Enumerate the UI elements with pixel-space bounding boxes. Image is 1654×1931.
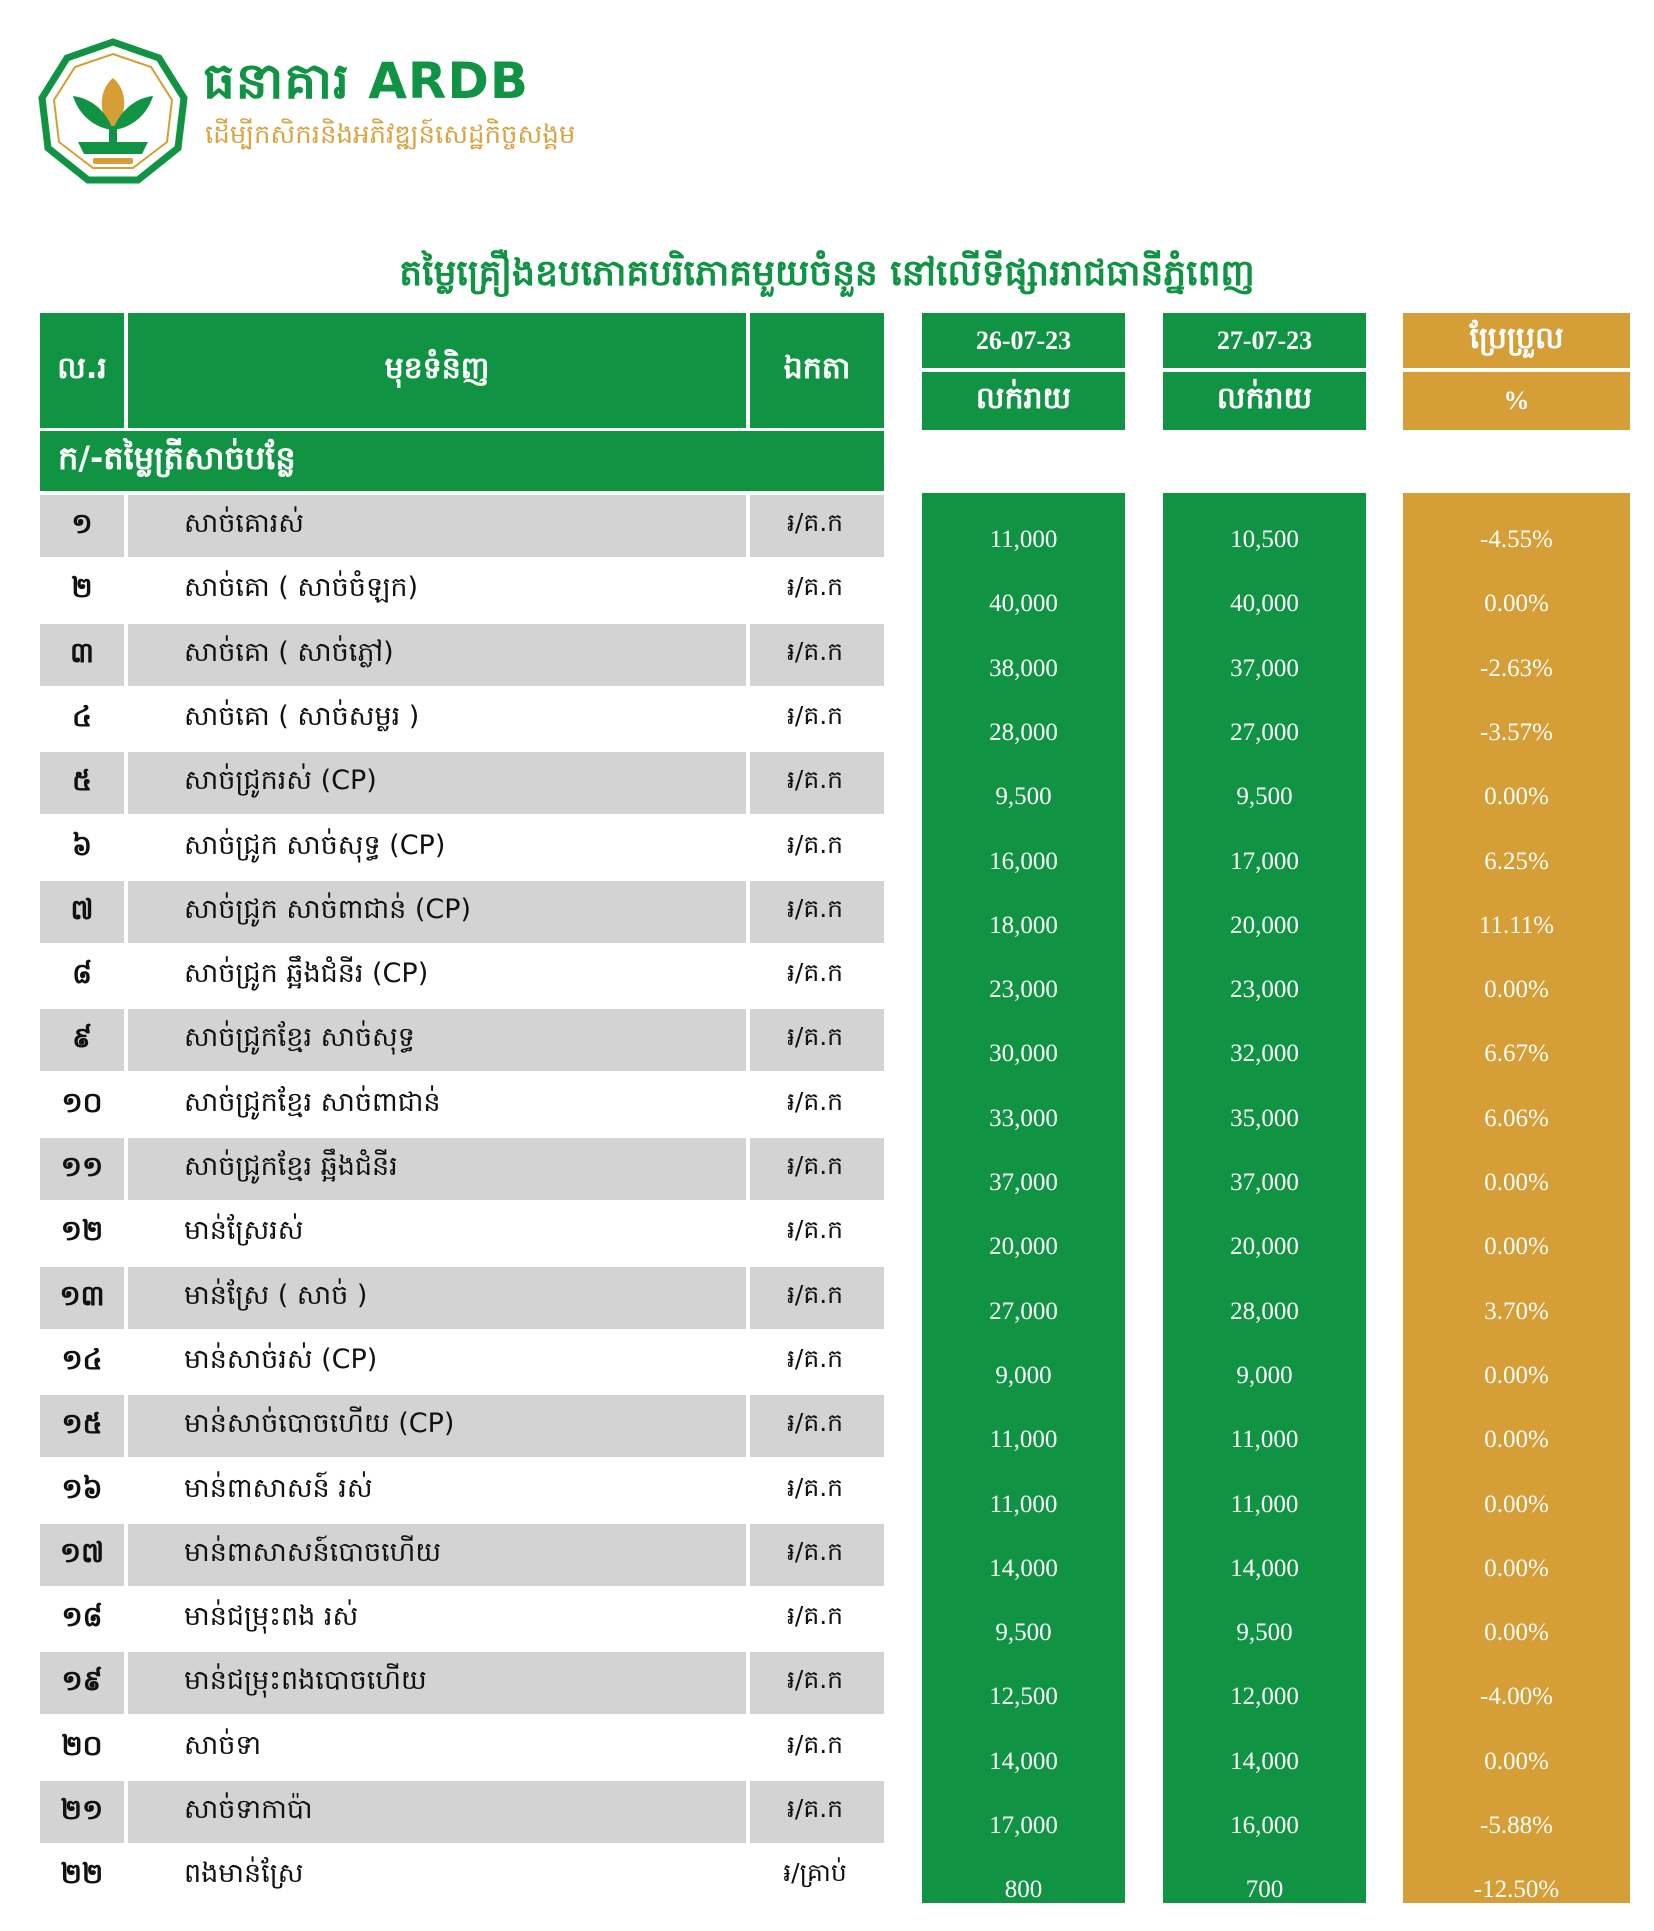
price-date2: 9,000 [1236,1362,1293,1389]
unit: ៛/គ.ក [786,765,844,794]
row-number: ៧ [70,892,94,926]
unit: ៛/គ.ក [786,1280,844,1309]
row-number: ១៥ [61,1406,103,1440]
column-divider [124,1717,128,1779]
unit: ៛/គ.ក [786,508,844,537]
price-date2: 37,000 [1230,655,1299,682]
header-retail2-label: លក់រាយ [1216,381,1313,416]
price-date2: 9,500 [1236,783,1293,810]
price-date1: 9,000 [995,1362,1052,1389]
price-change: 0.00% [1484,1555,1549,1582]
product-name: សាច់ទាកាប៉ា [184,1793,313,1825]
product-name: សាច់ជ្រូកខ្មែរ ឆ្អឹងជំនីរ [184,1150,398,1182]
price-date1: 20,000 [989,1233,1058,1260]
unit: ៛/គ.ក [786,1730,844,1759]
product-name: មាន់សាច់បោចហើយ (CP) [184,1407,455,1439]
price-date1: 18,000 [989,912,1058,939]
table-row [40,1717,884,1779]
price-change: 11.11% [1478,912,1555,939]
table-row [40,1781,884,1843]
column-divider [124,817,128,879]
unit: ៛/គ.ក [786,1665,844,1694]
column-divider [124,1138,128,1200]
price-date1: 11,000 [989,1426,1058,1453]
price-change: 3.70% [1484,1298,1549,1325]
column-divider [124,1588,128,1650]
table-row [40,624,884,686]
table-row [40,1074,884,1136]
table-row [40,495,884,557]
price-date2: 32,000 [1230,1040,1299,1067]
product-name: សាច់ទា [184,1729,262,1761]
unit: ៛/គ.ក [786,894,844,923]
price-change: 0.00% [1484,976,1549,1003]
unit: ៛/គ.ក [786,830,844,859]
product-name: សាច់គោ ( សាច់ចំឡក) [184,571,419,603]
row-number: ១៤ [61,1342,103,1376]
price-date1: 12,500 [989,1683,1058,1710]
price-change: 0.00% [1484,1491,1549,1518]
column-divider [746,1009,750,1071]
price-date2: 23,000 [1230,976,1299,1003]
price-date2: 40,000 [1230,590,1299,617]
product-name: មាន់ជម្រុះពង រស់ [184,1600,359,1632]
row-number: ១២ [60,1213,104,1247]
column-divider [746,688,750,750]
price-change: -3.57% [1480,719,1553,746]
column-divider [124,1395,128,1457]
column-divider [746,817,750,879]
column-divider [746,1395,750,1457]
price-change: -2.63% [1480,655,1553,682]
price-date1: 28,000 [989,719,1058,746]
column-divider [124,1652,128,1714]
price-date1: 14,000 [989,1555,1058,1582]
product-name: សាច់ជ្រូករស់ (CP) [184,764,377,796]
row-number: ១៧ [59,1535,105,1569]
unit: ៛/គ.ក [786,1794,844,1823]
price-date2: 28,000 [1230,1298,1299,1325]
product-name: សាច់ជ្រូក ឆ្អឹងជំនីរ (CP) [184,957,429,989]
table-row [40,1009,884,1071]
table-row [40,1524,884,1586]
row-number: ១០ [61,1085,103,1119]
product-name: មាន់ស្រែ ( សាច់ ) [184,1279,368,1311]
product-name: សាច់ជ្រូក សាច់សុទ្ធ (CP) [184,829,446,861]
column-divider [124,495,128,557]
price-change: 6.67% [1484,1040,1549,1067]
column-divider [746,559,750,621]
row-number: ៥ [72,763,92,797]
column-divider [746,1267,750,1329]
product-name: មាន់ពាសាសន៍បោចហើយ [184,1536,442,1568]
column-divider [746,1138,750,1200]
header-no-label: ល.រ [57,350,107,386]
column-divider [746,495,750,557]
header-product-label: មុខទំនិញ [384,350,490,386]
price-change: 0.00% [1484,590,1549,617]
price-change: -5.88% [1480,1812,1553,1839]
table-row [40,1331,884,1393]
price-date2: 16,000 [1230,1812,1299,1839]
header-date2-label: 27-07-23 [1216,325,1313,355]
price-change: 0.00% [1484,1233,1549,1260]
unit: ៛/គ.ក [786,1344,844,1373]
unit: ៛/គ.ក [786,1601,844,1630]
brand-name: ធនាគារ ARDB [203,52,530,110]
table-row [40,688,884,750]
price-date1: 17,000 [989,1812,1058,1839]
header-date1-label: 26-07-23 [975,325,1072,355]
price-date2: 10,500 [1230,526,1299,553]
row-number: ១៣ [59,1278,105,1312]
column-divider [124,1781,128,1843]
price-date1: 11,000 [989,1491,1058,1518]
table-row [40,1652,884,1714]
column-divider [124,1845,128,1907]
price-change: -4.00% [1480,1683,1553,1710]
column-divider [746,1717,750,1779]
row-number: ១៨ [61,1599,103,1633]
price-date2: 35,000 [1230,1105,1299,1132]
column-divider [124,752,128,814]
product-name: សាច់គោ ( សាច់សម្លរ ) [184,700,420,732]
row-number: ១៦ [61,1471,103,1505]
column-divider [746,1460,750,1522]
row-number: ២០ [61,1728,103,1762]
column-divider [124,624,128,686]
row-number: ៤ [72,699,92,733]
price-date2: 9,500 [1236,1619,1293,1646]
unit: ៛/គ.ក [786,1473,844,1502]
price-date1: 23,000 [989,976,1058,1003]
row-number: ២២ [60,1856,104,1890]
price-date1: 800 [1004,1876,1043,1903]
unit: ៛/គ.ក [786,1537,844,1566]
price-date1: 37,000 [989,1169,1058,1196]
column-divider [124,1331,128,1393]
price-date2: 20,000 [1230,1233,1299,1260]
price-date1: 27,000 [989,1298,1058,1325]
price-date1: 30,000 [989,1040,1058,1067]
column-divider [124,1524,128,1586]
header-unit-label: ឯកតា [783,350,851,386]
header-retail1-label: លក់រាយ [975,381,1072,416]
price-change: 0.00% [1484,1362,1549,1389]
product-name: មាន់សាច់រស់ (CP) [184,1343,378,1375]
price-date1: 11,000 [989,526,1058,553]
header-no [40,313,124,428]
price-date2: 12,000 [1230,1683,1299,1710]
product-name: មាន់ស្រែរស់ [184,1214,304,1246]
product-name: សាច់ជ្រូក សាច់ពាជាន់ (CP) [184,893,472,925]
row-number: ២ [71,570,93,604]
section-title: ក/-តម្លៃត្រីសាច់បន្លែ [40,431,884,491]
brand-tagline: ដើម្បីកសិករនិងអភិវឌ្ឍន៍សេដ្ឋកិច្ចសង្គម [205,120,576,150]
price-change: 6.06% [1484,1105,1549,1132]
column-divider [746,1331,750,1393]
unit: ៛/គ.ក [786,1087,844,1116]
row-number: ១ [71,506,93,540]
table-row [40,1267,884,1329]
price-date1: 14,000 [989,1748,1058,1775]
price-change: 0.00% [1484,1169,1549,1196]
header-date1 [922,313,1125,368]
header-change [1403,313,1630,368]
row-number: ១៩ [61,1663,103,1697]
price-change: 0.00% [1484,783,1549,810]
table-row [40,1460,884,1522]
ardb-logo-icon [38,38,188,188]
column-divider [746,1588,750,1650]
header-retail2 [1163,372,1366,430]
table-row [40,559,884,621]
price-change: 0.00% [1484,1748,1549,1775]
price-date2: 700 [1245,1876,1284,1903]
column-divider [746,1845,750,1907]
unit: ៛/គ្រាប់ [783,1858,847,1887]
product-name: សាច់ជ្រូកខ្មែរ សាច់ពាជាន់ [184,1086,441,1118]
price-date1: 9,500 [995,1619,1052,1646]
price-date2: 20,000 [1230,912,1299,939]
table-row [40,1138,884,1200]
column-divider [124,1202,128,1264]
column-divider [124,945,128,1007]
row-number: ២១ [60,1792,104,1826]
price-date1: 9,500 [995,783,1052,810]
header-unit [750,313,884,428]
price-date2: 11,000 [1230,1491,1299,1518]
header-retail1 [922,372,1125,430]
table-row [40,752,884,814]
column-divider [124,559,128,621]
row-number: ៨ [72,956,92,990]
product-name: មាន់ជម្រុះពងបោចហើយ [184,1664,427,1696]
column-divider [746,1524,750,1586]
header-date2 [1163,313,1366,368]
column-divider [124,1267,128,1329]
header-product [128,313,746,428]
product-name: ពងមាន់ស្រែ [184,1857,304,1889]
column-divider [124,1009,128,1071]
price-date1: 16,000 [989,848,1058,875]
row-number: ៦ [72,828,92,862]
column-divider [746,1074,750,1136]
unit: ៛/គ.ក [786,1151,844,1180]
column-divider [746,1202,750,1264]
price-date2: 37,000 [1230,1169,1299,1196]
price-date2: 11,000 [1230,1426,1299,1453]
table-row [40,1588,884,1650]
column-divider [746,624,750,686]
table-row [40,1845,884,1907]
price-date2: 17,000 [1230,848,1299,875]
unit: ៛/គ.ក [786,1022,844,1051]
unit: ៛/គ.ក [786,1408,844,1437]
unit: ៛/គ.ក [786,1215,844,1244]
unit: ៛/គ.ក [786,701,844,730]
header-percent [1403,372,1630,430]
header-percent-label: % [1503,386,1530,415]
row-number: ៣ [70,635,94,669]
price-date2: 14,000 [1230,1748,1299,1775]
price-change: -12.50% [1473,1876,1560,1903]
product-name: មាន់ពាសាសន៍ រស់ [184,1472,373,1504]
header-change-label: ប្រែប្រួល [1469,320,1564,356]
unit: ៛/គ.ក [786,958,844,987]
column-divider [746,752,750,814]
table-row [40,1395,884,1457]
column-divider [746,1781,750,1843]
unit: ៛/គ.ក [786,572,844,601]
column-divider [746,945,750,1007]
price-change: -4.55% [1480,526,1553,553]
table-row [40,881,884,943]
table-row [40,945,884,1007]
column-divider [124,1460,128,1522]
column-divider [124,881,128,943]
column-divider [124,688,128,750]
price-date1: 40,000 [989,590,1058,617]
table-row [40,817,884,879]
price-change: 0.00% [1484,1426,1549,1453]
column-divider [124,1074,128,1136]
unit: ៛/គ.ក [786,637,844,666]
product-name: សាច់ជ្រូកខ្មែរ សាច់សុទ្ធ [184,1021,415,1053]
price-change: 0.00% [1484,1619,1549,1646]
price-date2: 14,000 [1230,1555,1299,1582]
column-divider [746,881,750,943]
column-divider [746,1652,750,1714]
product-name: សាច់គោរស់ [184,507,304,539]
table-row [40,1202,884,1264]
page-title: តម្លៃគ្រឿងឧបភោគបរិភោគមួយចំនួន នៅលើទីផ្សាររាជធានីភ្នំពេញ [399,253,1255,294]
product-name: សាច់គោ ( សាច់ភ្លៅ) [184,636,394,668]
price-change: 6.25% [1484,848,1549,875]
row-number: ១១ [60,1149,104,1183]
price-date2: 27,000 [1230,719,1299,746]
row-number: ៩ [72,1020,92,1054]
price-date1: 38,000 [989,655,1058,682]
price-date1: 33,000 [989,1105,1058,1132]
